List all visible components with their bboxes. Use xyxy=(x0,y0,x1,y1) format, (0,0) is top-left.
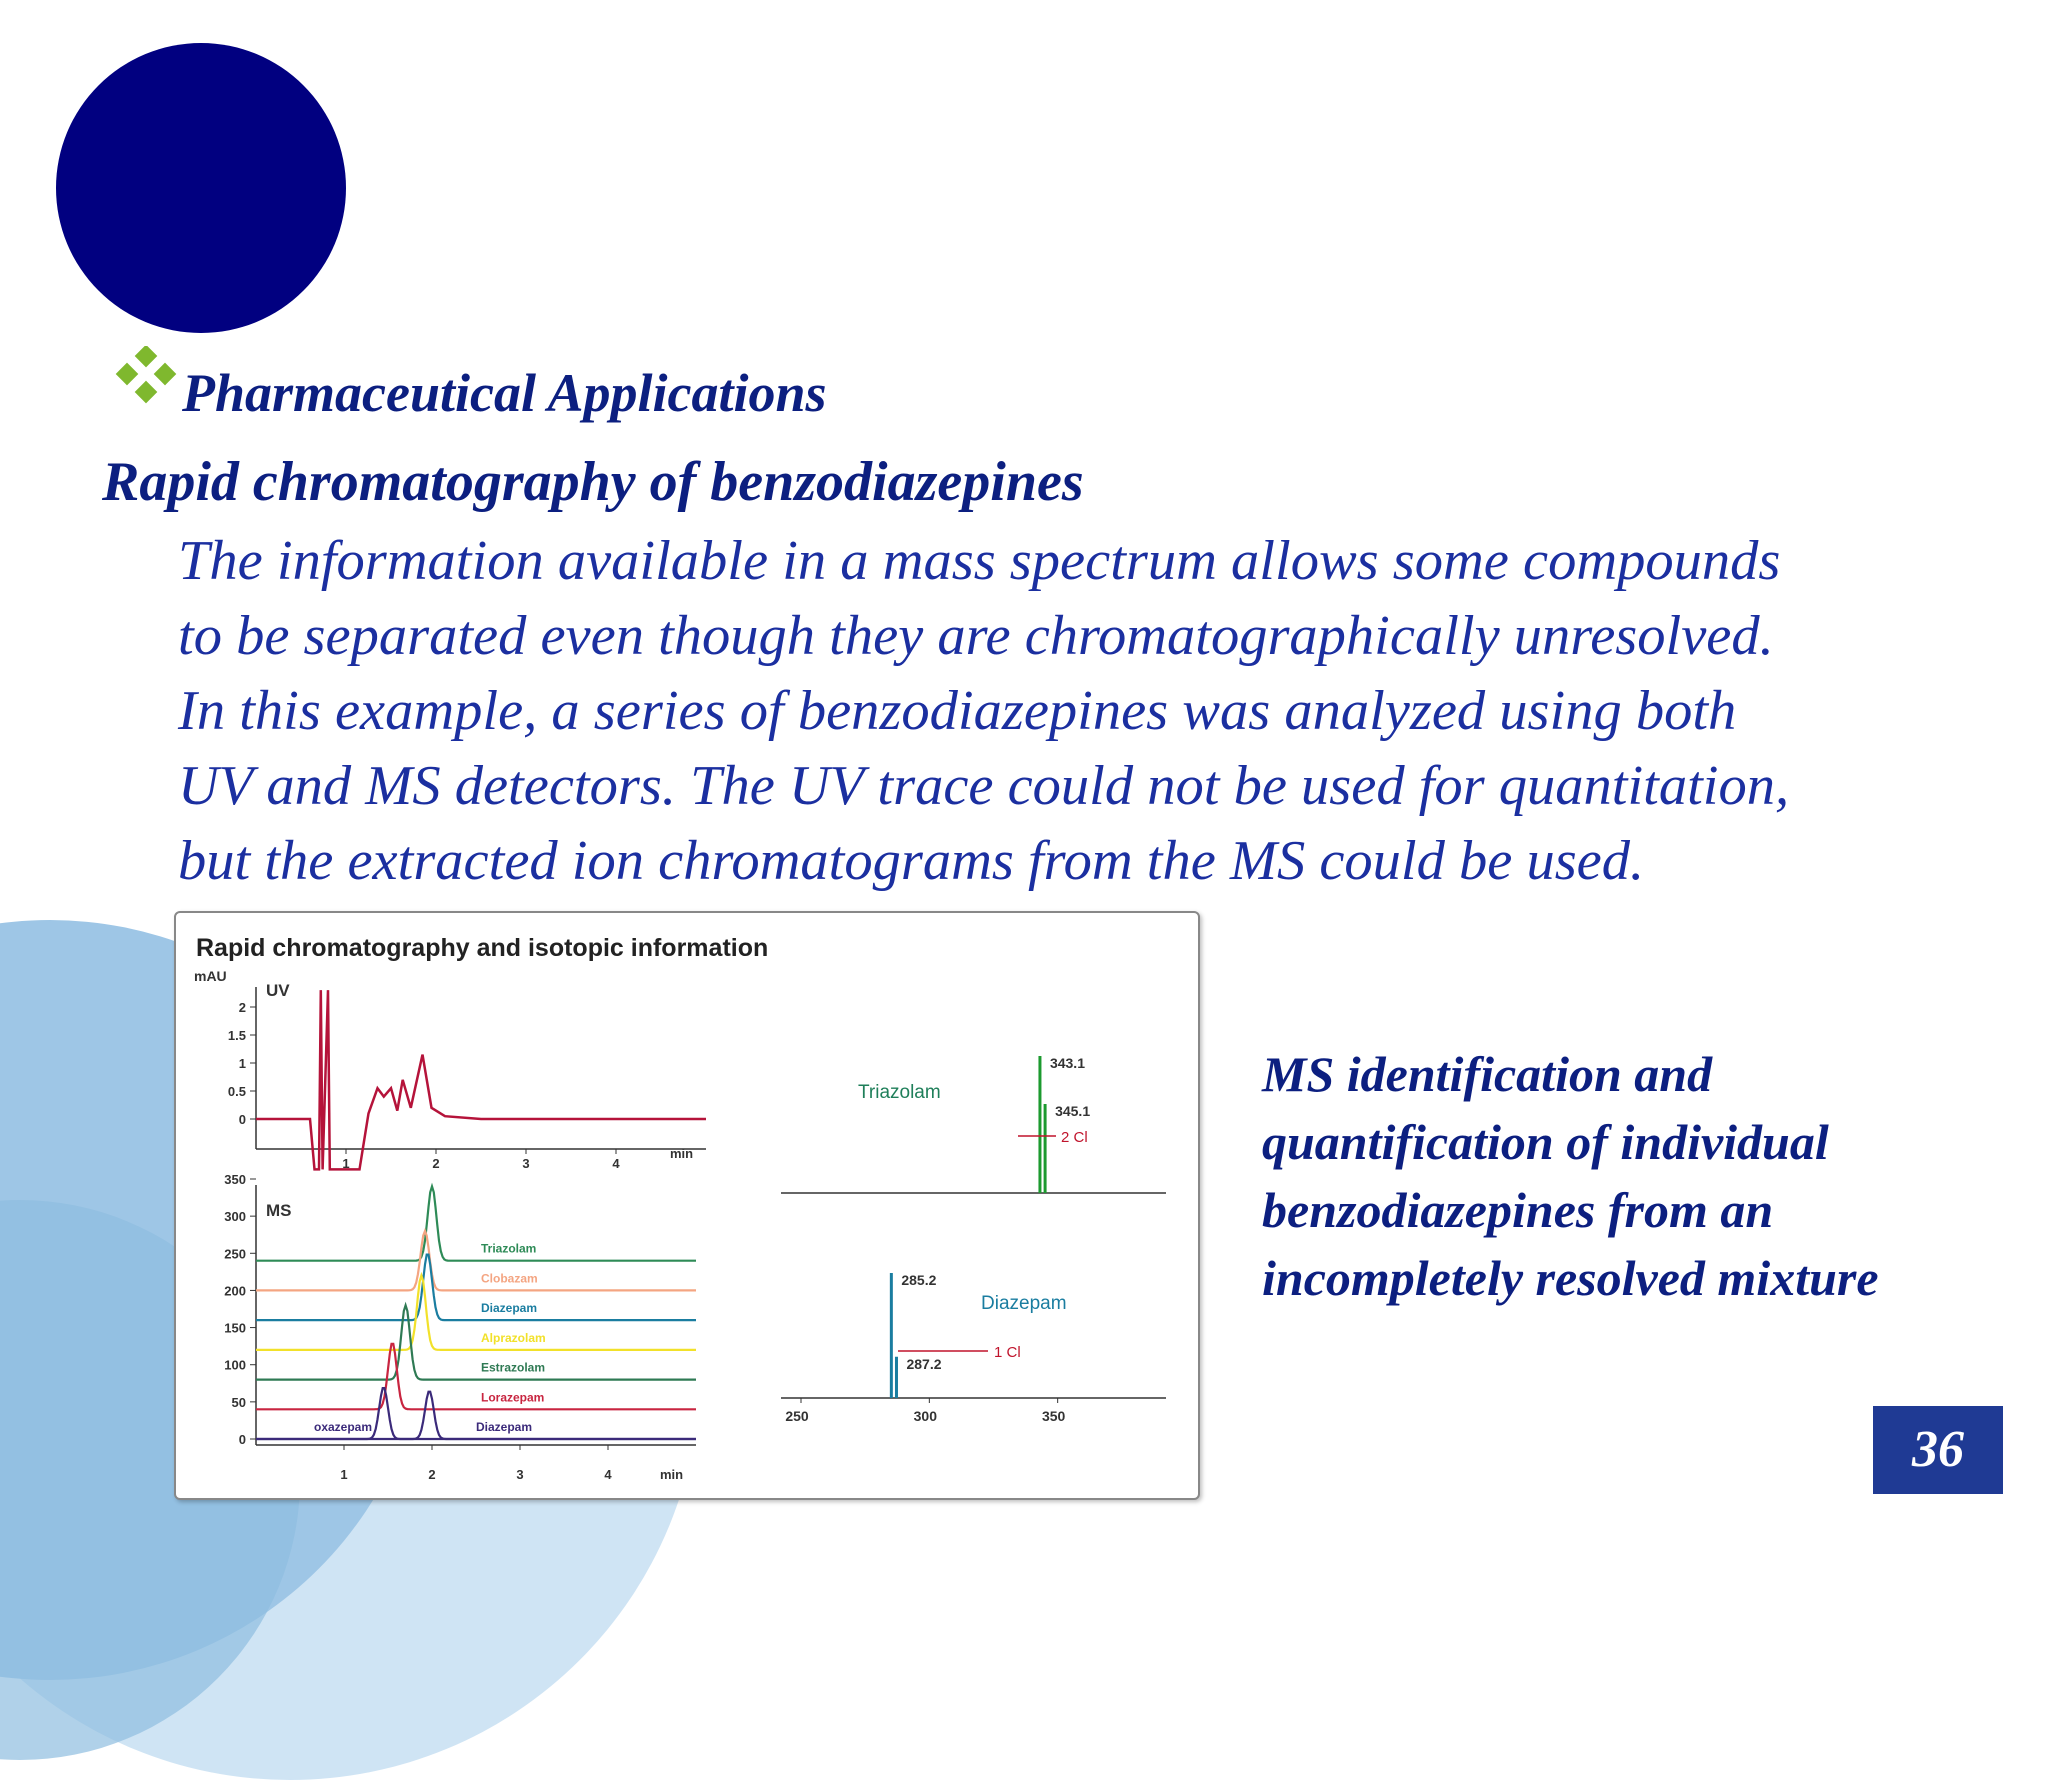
ms-xtick-label: 3 xyxy=(516,1467,524,1482)
uv-xtick-label: 1 xyxy=(342,1156,350,1171)
uv-ytick-label: 0.5 xyxy=(227,1084,246,1099)
uv-ytick-label: 1.5 xyxy=(227,1028,246,1043)
body-paragraph xyxy=(178,524,1978,899)
ms-ytick-label: 50 xyxy=(231,1394,246,1410)
uv-xlabel: min xyxy=(670,1146,694,1161)
body-line: UV and MS detectors. The UV trace could not be used for quantitation, xyxy=(178,755,1790,817)
diazepam-peak-label: 285.2 xyxy=(901,1272,937,1288)
diazepam-annotation: 1 Cl xyxy=(994,1344,1021,1361)
slide-subtitle: Rapid chromatography of benzodiazepines xyxy=(102,451,1084,513)
ms-trace xyxy=(256,1276,696,1350)
ms-series-label: Estrazolam xyxy=(481,1360,546,1375)
ms-series-label: Alprazolam xyxy=(481,1330,546,1345)
ms-ytick-label: 250 xyxy=(224,1246,246,1262)
ms-ytick-label: 150 xyxy=(224,1320,246,1336)
chromatography-figure xyxy=(174,911,1200,1500)
uv-panel xyxy=(194,968,706,1171)
ms-panel-label: MS xyxy=(266,1201,292,1220)
ms-trace xyxy=(256,1255,696,1321)
triazolam-peak-label: 345.1 xyxy=(1055,1102,1091,1119)
ms-ytick-label: 100 xyxy=(224,1357,246,1373)
triazolam-spectrum-panel xyxy=(781,1055,1166,1193)
ms-series-label: Diazepam xyxy=(476,1420,533,1434)
page-number: 36 xyxy=(1873,1406,2003,1494)
ms-ytick-label: 300 xyxy=(224,1209,246,1225)
diazepam-peak-label: 287.2 xyxy=(906,1355,942,1372)
section-title xyxy=(112,356,827,424)
spectrum-xtick-label: 350 xyxy=(1041,1408,1066,1424)
uv-panel-label: UV xyxy=(266,981,290,1000)
ms-series-label: Triazolam xyxy=(481,1241,537,1256)
triazolam-spectrum-label: Triazolam xyxy=(858,1082,941,1103)
body-line: The information available in a mass spectrum allows some compounds xyxy=(178,530,1781,592)
figure-caption xyxy=(1262,1040,2022,1312)
uv-ylabel: mAU xyxy=(194,968,227,984)
uv-ytick-label: 2 xyxy=(238,1000,246,1015)
ms-xlabel: min xyxy=(660,1467,684,1482)
body-line: but the extracted ion chromatograms from the MS could be used. xyxy=(178,830,1645,892)
caption-line: benzodiazepines from an xyxy=(1262,1182,1774,1238)
ms-series-label: Clobazam xyxy=(481,1271,538,1286)
figure-canvas xyxy=(176,913,1198,1498)
ms-series-label: Lorazepam xyxy=(481,1390,545,1405)
diazepam-spectrum-panel xyxy=(781,1272,1166,1424)
caption-line: MS identification and xyxy=(1262,1046,1713,1102)
ms-ytick-label: 0 xyxy=(238,1432,246,1447)
ms-panel xyxy=(224,1172,696,1482)
ms-series-label: Diazepam xyxy=(481,1301,538,1316)
uv-xtick-label: 3 xyxy=(522,1156,530,1171)
body-line: to be separated even though they are chromatographically unresolved. xyxy=(178,605,1774,667)
diamond-bullet-icon xyxy=(112,346,180,414)
ms-trace xyxy=(256,1186,696,1260)
caption-line: quantification of individual xyxy=(1262,1114,1829,1170)
ms-trace xyxy=(256,1305,696,1379)
caption-line: incompletely resolved mixture xyxy=(1262,1250,1879,1306)
triazolam-peak-label: 343.1 xyxy=(1049,1055,1086,1071)
spectrum-xtick-label: 250 xyxy=(785,1408,809,1424)
uv-xtick-label: 2 xyxy=(432,1156,440,1171)
ms-ytick-label: 350 xyxy=(224,1172,246,1187)
figure-title: Rapid chromatography and isotopic information xyxy=(196,934,769,962)
section-title-text: Pharmaceutical Applications xyxy=(182,363,827,423)
uv-ytick-label: 0 xyxy=(238,1112,246,1127)
uv-xtick-label: 4 xyxy=(612,1156,620,1171)
ms-ytick-label: 200 xyxy=(224,1283,246,1299)
triazolam-annotation: 2 Cl xyxy=(1061,1129,1088,1146)
spectrum-xtick-label: 300 xyxy=(913,1408,938,1424)
ms-xtick-label: 4 xyxy=(604,1467,612,1482)
ms-xtick-label: 2 xyxy=(428,1467,436,1482)
uv-ytick-label: 1 xyxy=(238,1056,246,1071)
body-line: In this example, a series of benzodiazepines was analyzed using both xyxy=(178,680,1737,742)
ms-xtick-label: 1 xyxy=(340,1467,348,1482)
decorative-circle xyxy=(56,43,346,333)
ms-trace xyxy=(256,1344,696,1410)
ms-series-label: oxazepam xyxy=(314,1420,373,1434)
diazepam-spectrum-label: Diazepam xyxy=(981,1293,1067,1314)
uv-trace xyxy=(256,990,706,1169)
